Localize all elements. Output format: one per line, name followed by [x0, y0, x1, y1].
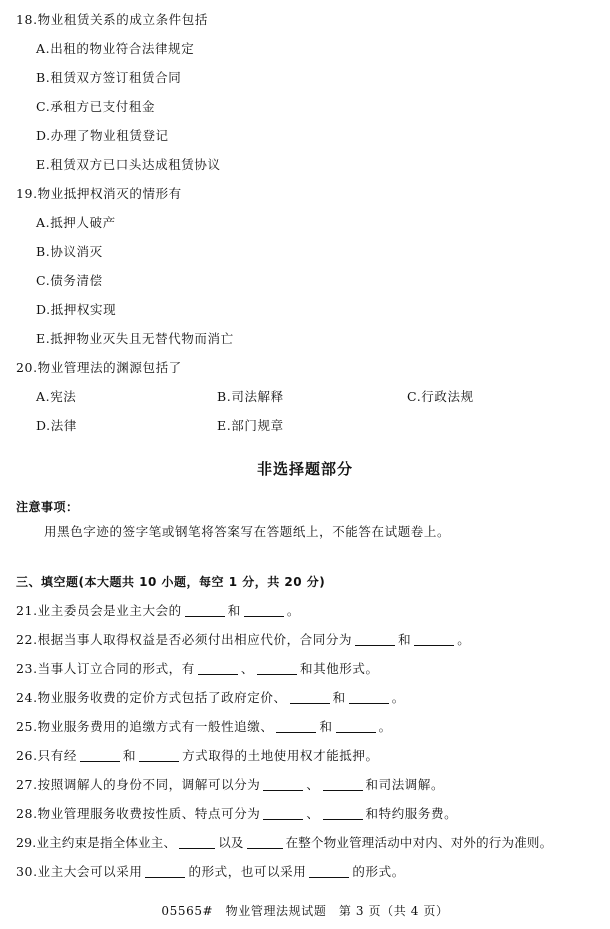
question-21: 21.业主委员会是业主大会的 和 。	[16, 603, 300, 618]
q18-option-a: A.出租的物业符合法律规定	[36, 41, 195, 56]
q18-option-d: D.办理了物业租赁登记	[36, 128, 169, 143]
q18-option-c: C.承租方已支付租金	[36, 99, 156, 114]
q20-option-c: C.行政法规	[407, 389, 474, 404]
q20-option-b: B.司法解释	[217, 389, 284, 404]
answer-blank	[276, 720, 316, 733]
page-footer	[0, 902, 610, 919]
question-30: 30.业主大会可以采用 的形式，也可以采用 的形式。	[16, 864, 405, 879]
q19-option-d: D.抵押权实现	[36, 302, 117, 317]
answer-blank	[179, 836, 215, 849]
answer-blank	[244, 604, 284, 617]
question-22: 22.根据当事人取得权益是否必须付出相应代价，合同分为 和 。	[16, 632, 471, 647]
q19-option-b: B.协议消灭	[36, 244, 103, 259]
answer-blank	[355, 633, 395, 646]
answer-blank	[309, 865, 349, 878]
answer-blank	[414, 633, 454, 646]
footer-page-number: 第 3 页（共 4 页）	[338, 904, 449, 918]
q19-option-e: E.抵押物业灭失且无替代物而消亡	[36, 331, 234, 346]
question-23: 23.当事人订立合同的形式，有 、 和其他形式。	[16, 661, 379, 676]
question-28: 28.物业管理服务收费按性质、特点可分为 、 和特约服务费。	[16, 806, 458, 821]
answer-blank	[185, 604, 225, 617]
answer-blank	[323, 807, 363, 820]
answer-blank	[139, 749, 179, 762]
answer-blank	[263, 778, 303, 791]
question-27: 27.按照调解人的身份不同，调解可以分为 、 和司法调解。	[16, 777, 445, 792]
q18-option-e: E.租赁双方已口头达成租赁协议	[36, 157, 221, 172]
part3-heading: 三、填空题(本大题共 10 小题，每空 1 分，共 20 分)	[16, 575, 326, 589]
question-29: 29.业主约束是指全体业主、 以及 在整个物业管理活动中对内、对外的行为准则。	[16, 835, 553, 850]
answer-blank	[80, 749, 120, 762]
question-25: 25.物业服务费用的追缴方式有一般性追缴、 和 。	[16, 719, 392, 734]
q20-option-d: D.法律	[36, 418, 77, 433]
answer-blank	[247, 836, 283, 849]
notice-body: 用黑色字迹的签字笔或钢笔将答案写在答题纸上，不能答在试题卷上。	[44, 524, 451, 539]
answer-blank	[336, 720, 376, 733]
q19-option-c: C.债务清偿	[36, 273, 103, 288]
answer-blank	[263, 807, 303, 820]
answer-blank	[323, 778, 363, 791]
q20-option-e: E.部门规章	[217, 418, 284, 433]
question-20-stem: 20.物业管理法的渊源包括了	[16, 360, 182, 375]
answer-blank	[198, 662, 238, 675]
q18-option-b: B.租赁双方签订租赁合同	[36, 70, 182, 85]
answer-blank	[349, 691, 389, 704]
footer-code: 05565#	[161, 904, 214, 918]
question-24: 24.物业服务收费的定价方式包括了政府定价、 和 。	[16, 690, 405, 705]
answer-blank	[145, 865, 185, 878]
question-19-stem: 19.物业抵押权消灭的情形有	[16, 186, 182, 201]
question-26: 26.只有经 和 方式取得的土地使用权才能抵押。	[16, 748, 379, 763]
footer-title: 物业管理法规试题	[225, 904, 327, 918]
q19-option-a: A.抵押人破产	[36, 215, 116, 230]
answer-blank	[257, 662, 297, 675]
question-18-stem: 18.物业租赁关系的成立条件包括	[16, 12, 208, 27]
notice-heading: 注意事项：	[16, 500, 79, 514]
answer-blank	[290, 691, 330, 704]
q20-option-a: A.宪法	[36, 389, 77, 404]
section-title: 非选择题部分	[256, 460, 353, 478]
